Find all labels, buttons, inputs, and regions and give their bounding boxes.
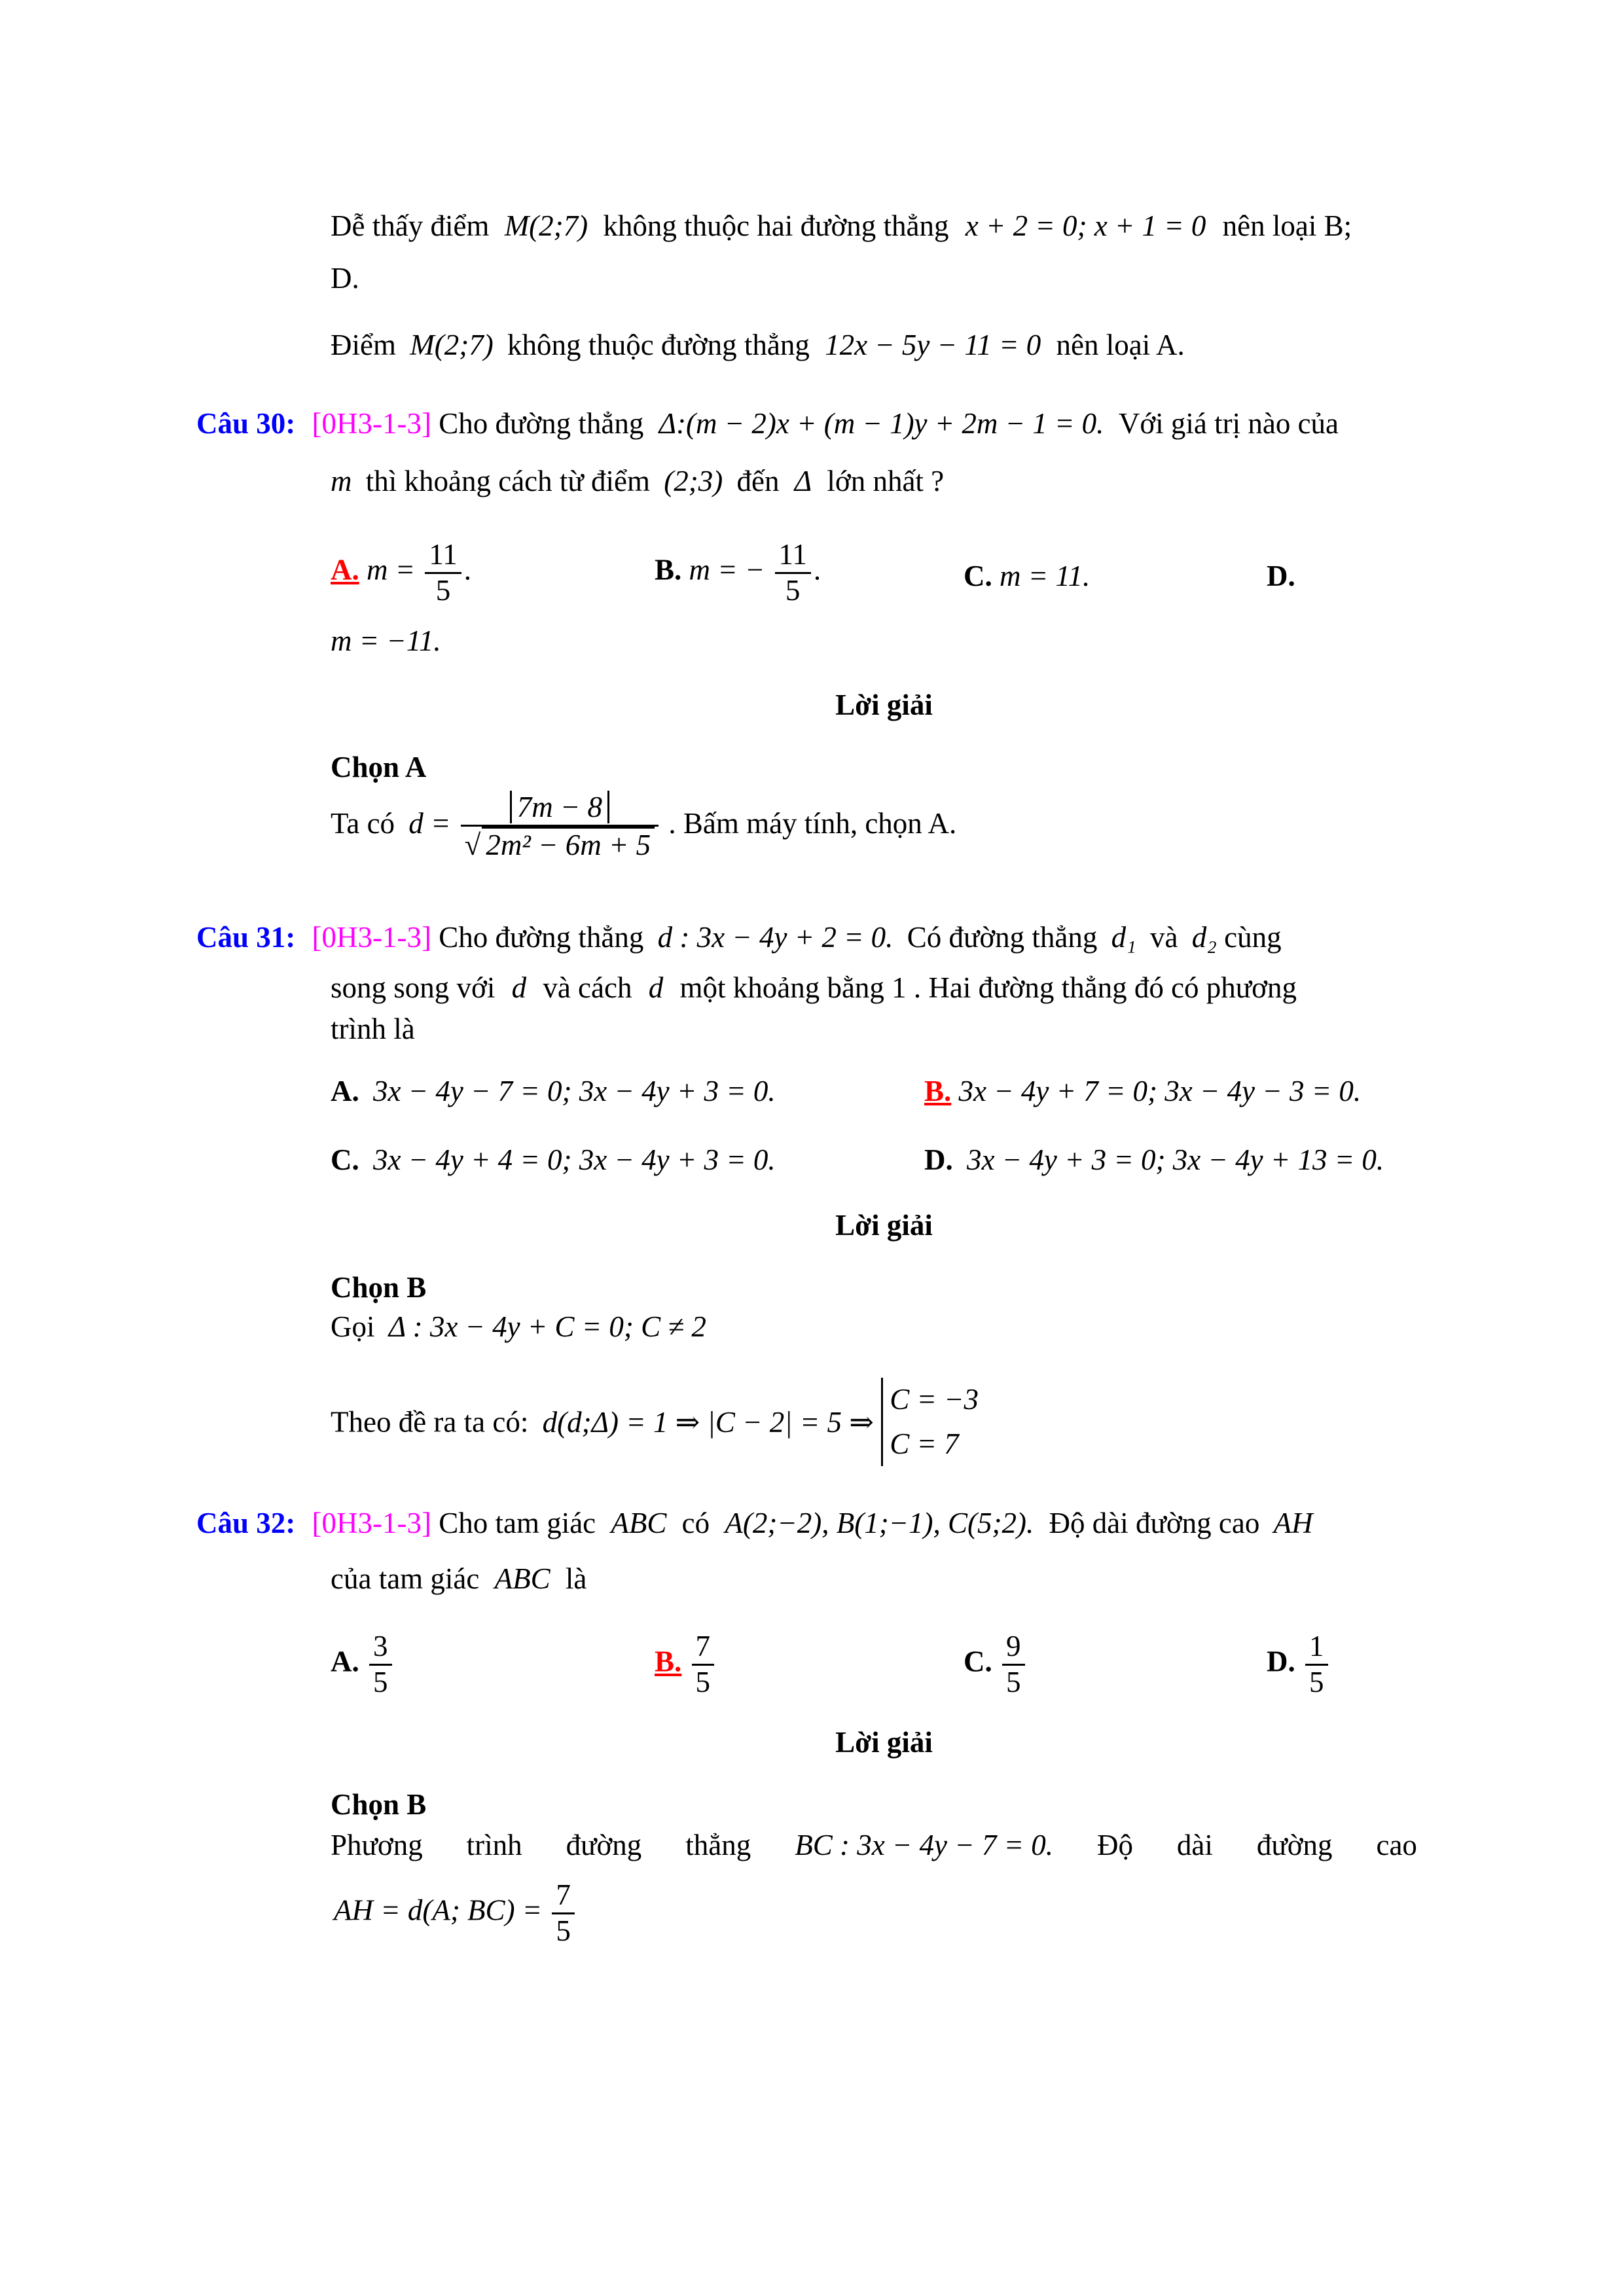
text: có — [681, 1507, 710, 1539]
question-32-option-c[interactable] — [964, 1630, 1028, 1700]
fraction — [425, 538, 461, 608]
denominator: 5 — [435, 573, 451, 607]
math-points: A(2;−2), B(1;−1), C(5;2). — [725, 1507, 1034, 1539]
math-variable: ABC — [494, 1562, 550, 1595]
denominator: 5 — [695, 1665, 711, 1698]
text: thì khoảng cách từ điểm — [365, 465, 651, 497]
text: Cho đường thẳng — [439, 921, 644, 954]
question-number: Câu 31: — [196, 921, 296, 954]
numerator: 1 — [1305, 1630, 1328, 1666]
numerator: 3 — [369, 1630, 392, 1666]
question-code: [0H3-1-3] — [312, 1507, 431, 1539]
denominator: 5 — [1309, 1665, 1324, 1698]
question-31-option-c[interactable] — [331, 1142, 776, 1177]
denominator: 5 — [556, 1914, 571, 1947]
question-31-solution-line-2 — [331, 1378, 979, 1466]
math-variable: AH — [1273, 1507, 1313, 1539]
abs-value: 7m − 8 — [510, 791, 609, 823]
text: và cách — [543, 971, 632, 1004]
question-31-solution-line-1 — [331, 1309, 706, 1344]
solution-title: Lời giải — [835, 1209, 933, 1242]
numerator: 11 — [425, 538, 461, 574]
question-30-option-a[interactable]: A. m = $\frac{11}{5}$ . — [331, 538, 471, 607]
text: . Bấm máy tính, chọn A. — [668, 807, 957, 840]
text: Điểm — [331, 329, 396, 361]
question-number: Câu 32: — [196, 1507, 296, 1539]
math: 3x − 4y + 3 = 0; 3x − 4y + 13 = 0. — [967, 1143, 1384, 1176]
question-32-stem-line-2 — [331, 1561, 586, 1596]
text: Cho đường thẳng — [439, 407, 644, 440]
text: nên loại A. — [1056, 329, 1185, 361]
prev-line-1 — [331, 208, 1417, 243]
math-variable: d₁ — [1111, 921, 1136, 954]
question-30-option-b[interactable]: B. m = − $\frac{11}{5}$ . — [655, 538, 821, 607]
option-label: D. — [924, 1143, 953, 1176]
word: đường — [566, 1829, 642, 1861]
question-30-option-c[interactable] — [964, 558, 1090, 594]
question-31-option-d[interactable] — [924, 1142, 1384, 1177]
question-30-stem — [196, 406, 1339, 441]
word: dài — [1176, 1829, 1213, 1861]
fraction — [692, 1630, 715, 1700]
math: 3x − 4y + 7 = 0; 3x − 4y − 3 = 0. — [958, 1075, 1362, 1107]
question-30-option-d-value — [331, 623, 441, 658]
text: Gọi — [331, 1310, 375, 1343]
sqrt-value: 2m² − 6m + 5 — [482, 827, 655, 863]
option-label: C. — [964, 560, 992, 592]
math: Δ : 3x − 4y + C = 0; C ≠ 2 — [388, 1310, 706, 1343]
question-31-option-b[interactable] — [924, 1073, 1361, 1109]
question-32-solution-line-2 — [334, 1878, 577, 1948]
solution-title: Lời giải — [835, 689, 933, 721]
math: m = — [367, 553, 416, 586]
text: Cho tam giác — [439, 1507, 596, 1539]
distance-fraction — [461, 791, 659, 863]
prev-line-3 — [331, 327, 1185, 363]
fraction — [1002, 1630, 1025, 1700]
math-variable: d — [648, 971, 664, 1004]
option-label: A. — [331, 1645, 359, 1678]
question-code: [0H3-1-3] — [312, 921, 431, 954]
question-31-stem-line-2 — [331, 970, 1297, 1005]
text: cùng — [1224, 921, 1282, 954]
math-variable: d₂ — [1191, 921, 1217, 954]
text: lớn nhất ? — [827, 465, 945, 497]
text: Với giá trị nào của — [1118, 407, 1339, 440]
text: D. — [331, 262, 359, 295]
math: m = −11. — [331, 624, 441, 657]
solution-title: Lời giải — [835, 1726, 933, 1759]
math-equation: Δ:(m − 2)x + (m − 1)y + 2m − 1 = 0. — [659, 407, 1104, 440]
math-equation: x + 2 = 0; x + 1 = 0 — [965, 209, 1206, 242]
word: cao — [1376, 1829, 1417, 1861]
text: không thuộc đường thẳng — [507, 329, 810, 361]
option-label: D. — [1267, 1645, 1295, 1678]
math: d(d;Δ) = 1 ⇒ |C − 2| = 5 ⇒ — [542, 1405, 874, 1439]
question-32-option-d[interactable] — [1267, 1630, 1331, 1700]
math-variable: ABC — [611, 1507, 667, 1539]
math: 3x − 4y + 4 = 0; 3x − 4y + 3 = 0. — [373, 1143, 776, 1176]
math-point: (2;3) — [664, 465, 723, 497]
word: đường — [1256, 1829, 1333, 1861]
fraction — [552, 1878, 575, 1948]
question-30-solution — [331, 791, 956, 863]
option-label-correct: A. — [331, 553, 359, 586]
math-point: M(2;7) — [504, 209, 588, 242]
text: một khoảng bằng 1 . Hai đường thẳng đó có phương — [679, 971, 1297, 1004]
math-equation: d : 3x − 4y + 2 = 0. — [657, 921, 893, 954]
text: là — [565, 1562, 587, 1595]
case-2: C = 7 — [890, 1427, 959, 1460]
fraction — [1305, 1630, 1328, 1700]
word: Độ — [1096, 1829, 1133, 1861]
math: 3x − 4y − 7 = 0; 3x − 4y + 3 = 0. — [373, 1075, 776, 1107]
math: d = — [408, 807, 451, 840]
math-delta: Δ — [794, 465, 812, 497]
text: song song với — [331, 971, 496, 1004]
prev-line-2 — [331, 260, 359, 296]
option-label: D. — [1267, 560, 1295, 592]
denominator: 5 — [785, 573, 801, 607]
math-equation: 12x − 5y − 11 = 0 — [825, 329, 1041, 361]
math: AH = d(A; BC) = — [334, 1893, 543, 1927]
option-label: B. — [655, 553, 682, 586]
math-point: M(2;7) — [410, 329, 494, 361]
math-variable: d — [511, 971, 527, 1004]
math-equation: BC : 3x − 4y − 7 = 0. — [795, 1829, 1053, 1861]
question-32-option-a[interactable] — [331, 1630, 395, 1700]
word: thẳng — [685, 1829, 751, 1861]
question-32-stem — [196, 1505, 1313, 1541]
numerator: 9 — [1002, 1630, 1025, 1666]
text: không thuộc hai đường thẳng — [603, 209, 949, 242]
text: Có đường thẳng — [907, 921, 1098, 954]
option-label-correct: B. — [924, 1075, 952, 1107]
question-30-stem-line-2 — [331, 463, 944, 499]
option-label: A. — [331, 1075, 359, 1107]
answer-choice: Chọn B — [331, 1788, 427, 1821]
question-30-option-d[interactable] — [1267, 558, 1295, 594]
word: Phương — [331, 1829, 423, 1861]
word: trình — [466, 1829, 522, 1861]
numerator — [461, 791, 659, 827]
fraction — [775, 538, 811, 608]
text: đến — [736, 465, 780, 497]
question-31-stem-line-3: trình là — [331, 1013, 415, 1045]
bracket-cases — [881, 1378, 979, 1466]
math: m = − — [689, 553, 765, 586]
denominator: √ 2m² − 6m + 5 — [461, 827, 659, 863]
fraction — [369, 1630, 392, 1700]
text: Dễ thấy điểm — [331, 209, 490, 242]
question-32-solution-line-1 — [331, 1827, 1417, 1863]
text: nên loại B; — [1222, 209, 1352, 242]
option-label: C. — [964, 1645, 992, 1678]
denominator: 5 — [373, 1665, 388, 1698]
question-number: Câu 30: — [196, 407, 296, 440]
question-code: [0H3-1-3] — [312, 407, 431, 440]
question-32-option-b[interactable] — [655, 1630, 717, 1700]
question-31-stem — [196, 920, 1282, 955]
answer-choice: Chọn B — [331, 1271, 427, 1304]
text: của tam giác — [331, 1562, 480, 1595]
case-1: C = −3 — [890, 1383, 979, 1416]
question-31-option-a[interactable] — [331, 1073, 776, 1109]
numerator: 7 — [692, 1630, 715, 1666]
answer-choice: Chọn A — [331, 751, 427, 783]
denominator: 5 — [1006, 1665, 1021, 1698]
text: Độ dài đường cao — [1049, 1507, 1260, 1539]
text: và — [1150, 921, 1178, 954]
text: Ta có — [331, 807, 395, 840]
math: m = 11. — [1000, 560, 1091, 592]
math-variable: m — [331, 465, 352, 497]
option-label: C. — [331, 1143, 359, 1176]
numerator: 11 — [775, 538, 811, 574]
option-label-correct: B. — [655, 1645, 682, 1678]
text: Theo đề ra ta có: — [331, 1405, 529, 1439]
numerator: 7 — [552, 1878, 575, 1914]
